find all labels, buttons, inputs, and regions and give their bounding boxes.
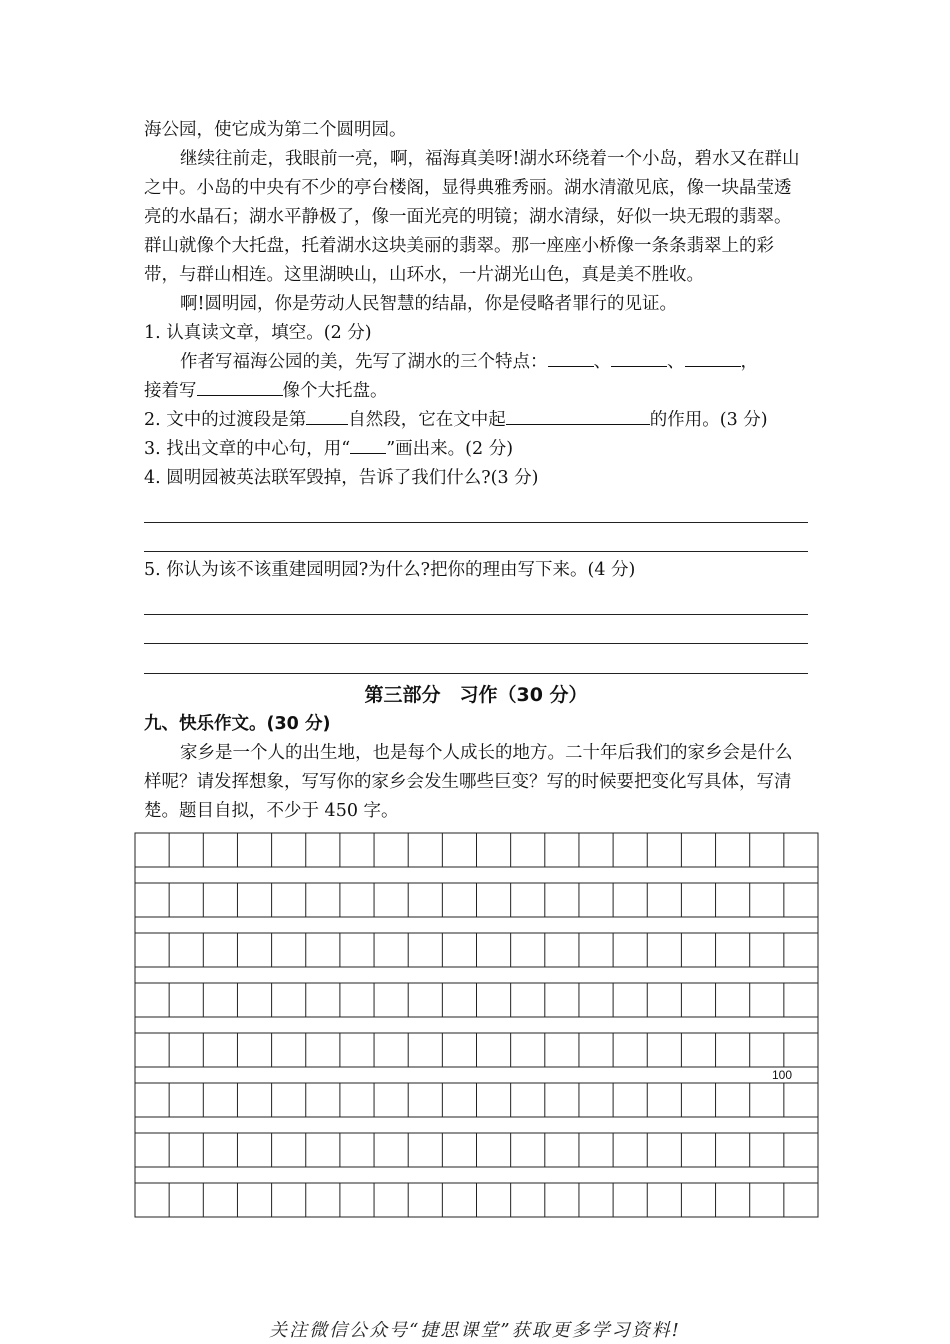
- question-1-title: 1. 认真读文章，填空。(2 分): [144, 323, 372, 343]
- answer-blank[interactable]: [611, 348, 667, 367]
- question-3: [144, 435, 808, 464]
- answer-line[interactable]: [144, 523, 808, 553]
- answer-blank[interactable]: [506, 406, 650, 425]
- question-1-text-a: 作者写福海公园的美，先写了湖水的三个特点：: [180, 352, 548, 372]
- answer-blank[interactable]: [197, 377, 283, 396]
- answer-blank[interactable]: [306, 406, 348, 425]
- question-4-title: 4. 圆明园被英法联军毁掉，告诉了我们什么?(3 分): [144, 468, 539, 488]
- answer-line[interactable]: [144, 585, 808, 615]
- passage-paragraph-3: 啊!圆明园，你是劳动人民智慧的结晶，你是侵略者罪行的见证。: [180, 294, 678, 314]
- question-1-text-c: 像个大托盘。: [282, 381, 388, 401]
- question-2-text-a: 2. 文中的过渡段是第: [144, 410, 307, 430]
- answer-line[interactable]: [144, 644, 808, 674]
- composition-prompt: 家乡是一个人的出生地，也是每个人成长的地方。二十年后我们的家乡会是什么样呢？请发挥想象，写写你的家乡会发生哪些巨变？写的时候要把变化写具体，写清楚。题目自拟，不少于 450 字。: [144, 742, 793, 821]
- composition-grid[interactable]: [134, 832, 819, 1222]
- question-3-text-a: 3. 找出文章的中心句，用“: [144, 439, 351, 459]
- question-5-title: 5. 你认为该不该重建园明园?为什么?把你的理由写下来。(4 分): [144, 560, 636, 580]
- separator: 、: [593, 352, 611, 372]
- passage-paragraph-2: 继续往前走，我眼前一亮，啊，福海真美呀!湖水环绕着一个小岛，碧水又在群山之中。小岛的中央有不少的亭台楼阁，显得典雅秀丽。湖水清澈见底，像一块晶莹透亮的水晶石；湖水平静极了，像一面光亮的明镜；湖水清绿，好似一块无瑕的翡翠。群山就像个大托盘，托着湖水这块美丽的翡翠。那一座座小桥像一条条翡翠上的彩带，与群山相连。这里湖映山，山环水，一片湖光山色，真是美不胜收。: [144, 149, 800, 285]
- footer-watermark: 关注微信公众号“捷思课堂”获取更多学习资料!: [269, 1320, 681, 1341]
- answer-line[interactable]: [144, 493, 808, 523]
- answer-blank[interactable]: [685, 348, 741, 367]
- question-1-text-b: 接着写: [144, 381, 197, 401]
- worksheet-content: [144, 116, 808, 826]
- passage-paragraph-1: 海公园，使它成为第二个圆明园。: [144, 120, 407, 140]
- answer-blank[interactable]: [548, 348, 594, 367]
- part-3-title: 第三部分 习作（30 分）: [364, 683, 588, 706]
- answer-blank[interactable]: [350, 435, 386, 454]
- separator: ，: [740, 352, 758, 372]
- question-3-text-b: ”画出来。(2 分): [386, 439, 514, 459]
- question-2-text-b: 自然段，它在文中起: [348, 410, 506, 430]
- separator: 、: [667, 352, 685, 372]
- question-1-body: [144, 348, 808, 377]
- answer-line[interactable]: [144, 615, 808, 645]
- question-1-body-2: [144, 377, 808, 406]
- word-count-marker: 100: [772, 1068, 793, 1082]
- question-2: [144, 406, 808, 435]
- question-2-text-c: 的作用。(3 分): [649, 410, 768, 430]
- section-9-title: 九、快乐作文。(30 分): [144, 713, 331, 734]
